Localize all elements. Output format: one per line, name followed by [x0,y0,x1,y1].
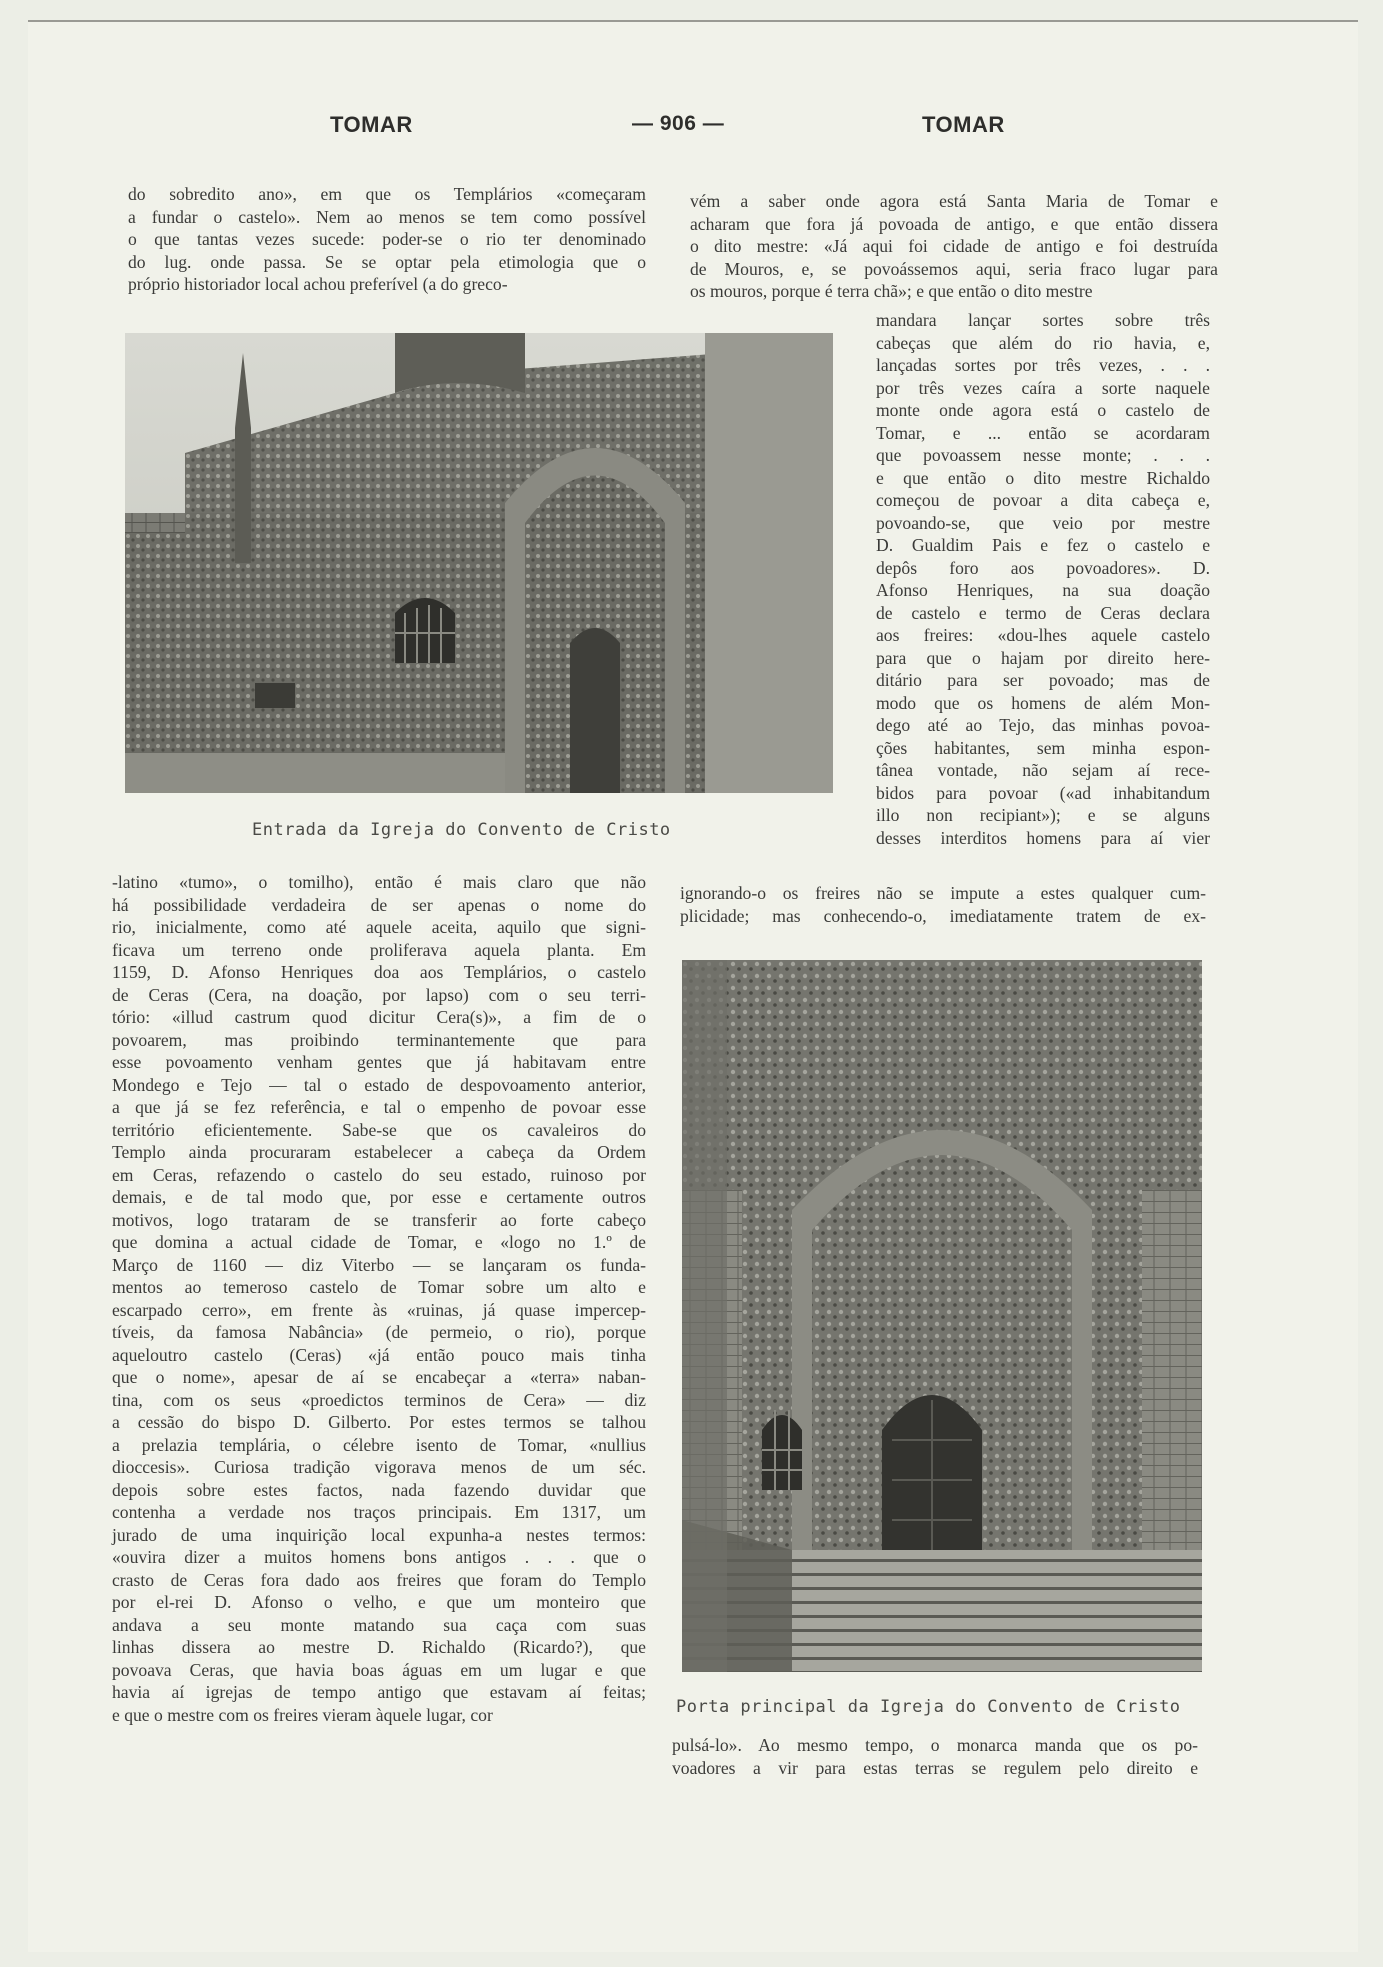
text-line: e que então o dito mestre Richaldo [876,467,1210,488]
text-line: tíveis, da famosa Nabância» (de permeio, o rio), porque [112,1322,646,1342]
text-line: ficava um terreno onde proliferava aquela planta. Em [112,939,646,960]
main-portal-photo [682,960,1202,1672]
text-line: D. Gualdim Pais e fez o castelo e [876,535,1210,555]
text-line: o dito mestre: «Já aqui foi cidade de antigo e foi destruída [690,236,1218,256]
text-line: dego até ao Tejo, das minhas povoa- [876,715,1210,735]
text-line: desses interditos homens para aí vier [876,827,1210,848]
text-line: Templo ainda procuraram estabelecer a cabeça da Ordem [112,1142,646,1162]
text-line: ignorando-o os freires não se impute a estes qualquer cum- [680,883,1206,903]
text-line: tânea vontade, não sejam aí rece- [876,760,1210,780]
left-main-paragraph [112,871,646,1726]
text-line: ções habitantes, sem minha espon- [876,737,1210,758]
text-line: pulsá-lo». Ao mesmo tempo, o monarca manda que os po- [672,1735,1198,1755]
text-line: modo que os homens de além Mon- [876,692,1210,713]
text-line: mentos ao temeroso castelo de Tomar sobre um alto e [112,1277,646,1297]
photo2-caption: Porta principal da Igreja do Convento de Cristo [676,1697,1181,1717]
text-line: linhas dissera ao mestre D. Richaldo (Ricardo?), que [112,1637,646,1657]
text-line: illo non recipiant»); e se alguns [876,805,1210,825]
right-bottom-paragraph [672,1734,1198,1779]
text-line: a fundar o castelo». Nem ao menos se tem como possível [128,206,646,227]
text-line: andava a seu monte matando sua caça com suas [112,1614,646,1635]
text-line: aqueloutro castelo (Ceras) «já então pouco mais tinha [112,1344,646,1365]
right-mid-paragraph [680,882,1206,927]
text-line: povoava Ceras, que havia boas águas em um lugar e que [112,1659,646,1680]
text-line: em Ceras, refazendo o castelo do seu estado, ruinoso por [112,1164,646,1185]
text-line: por el-rei D. Afonso o velho, e que um monteiro que [112,1592,646,1612]
text-line: que domina a actual cidade de Tomar, e «logo no 1.º de [112,1232,646,1252]
text-line: os mouros, porque é terra chã»; e que então o dito mestre [690,281,1093,301]
text-line: o que tantas vezes sucede: poder-se o rio ter denominado [128,229,646,249]
text-line: monte onde agora está o castelo de [876,400,1210,420]
text-line: do lug. onde passa. Se se optar pela etimologia que o [128,251,646,272]
text-line: demais, e de tal modo que, por esse e certamente outros [112,1187,646,1207]
text-line: dioccesis». Curiosa tradição vigorava menos de um séc. [112,1457,646,1477]
text-line: acharam que fora já povoada de antigo, e que então dissera [690,213,1218,234]
text-line: povoarem, mas proibindo terminantemente que para [112,1029,646,1050]
text-line: ditário para ser povoado; mas de [876,670,1210,690]
text-line: «ouvira dizer a muitos homens bons antigos . . . que o [112,1547,646,1567]
text-line: para que o hajam por direito here- [876,647,1210,668]
page-number: — 906 — [632,112,725,135]
church-entrance-photo [125,333,833,793]
text-line: 1159, D. Afonso Henriques doa aos Templários, o castelo [112,962,646,982]
right-narrow-paragraph [876,309,1210,849]
text-line: esse povoamento venham gentes que já habitavam entre [112,1052,646,1072]
text-line: jurado de uma inquirição local expunha-a nestes termos: [112,1524,646,1545]
text-line: -latino «tumo», o tomilho), então é mais claro que não [112,872,646,892]
text-line: depôs foro aos povoadores». D. [876,557,1210,578]
running-header-left: TOMAR [330,112,413,137]
text-line: rio, inicialmente, como até aquele aceita, aquilo que signi- [112,917,646,937]
text-line: de castelo e termo de Ceras declara [876,602,1210,623]
text-line: começou de povoar a dita cabeça e, [876,490,1210,510]
text-line: Tomar, e ... então se acordaram [876,422,1210,443]
text-line: que povoassem nesse monte; . . . [876,445,1210,465]
text-line: que o nome», apesar de aí se encabeçar a «terra» naban- [112,1367,646,1387]
text-line: voadores a vir para estas terras se regulem pelo direito e [672,1757,1198,1778]
text-line: Afonso Henriques, na sua doação [876,580,1210,600]
text-line: contenha a verdade nos traços principais. Em 1317, um [112,1502,646,1522]
text-line: a que já se fez referência, e tal o empenho de povoar esse [112,1097,646,1117]
text-line: de Ceras (Cera, na doação, por lapso) com o seu terri- [112,984,646,1005]
text-line: de Mouros, e, se povoássemos aqui, seria fraco lugar para [690,258,1218,279]
text-line: havia aí igrejas de tempo antigo que estavam aí feitas; [112,1682,646,1702]
text-line: cabeças que além do rio havia, e, [876,332,1210,353]
text-line: território eficientemente. Sabe-se que os cavaleiros do [112,1119,646,1140]
text-line: tina, com os seus «proedictos terminos de Cera» — diz [112,1389,646,1410]
text-line: do sobredito ano», em que os Templários «começaram [128,184,646,204]
text-line: povoando-se, que veio por mestre [876,512,1210,533]
text-line: vém a saber onde agora está Santa Maria de Tomar e [690,191,1218,211]
text-line: lançadas sortes por três vezes, . . . [876,355,1210,375]
right-top-paragraph [690,190,1218,303]
text-line: bidos para povoar («ad inhabitandum [876,782,1210,803]
text-line: próprio historiador local achou preferível (a do greco- [128,274,508,294]
text-line: tório: «illud castrum quod dicitur Cera(s)», a fim de o [112,1007,646,1027]
text-line: Março de 1160 — diz Viterbo — se lançaram os funda- [112,1254,646,1275]
text-line: há possibilidade verdadeira de ser apenas o nome do [112,894,646,915]
text-line: a cessão do bispo D. Gilberto. Por estes termos se talhou [112,1412,646,1432]
text-line: Mondego e Tejo — tal o estado de despovoamento anterior, [112,1074,646,1095]
text-line: a prelazia templária, o célebre isento de Tomar, «nullius [112,1434,646,1455]
photo1-caption: Entrada da Igreja do Convento de Cristo [252,820,671,840]
text-line: escarpado cerro», em frente às «ruinas, já quase impercep- [112,1299,646,1320]
text-line: e que o mestre com os freires vieram àquele lugar, cor [112,1704,493,1725]
running-header-right: TOMAR [922,112,1005,137]
text-line: aos freires: «dou-lhes aquele castelo [876,625,1210,645]
text-line: plicidade; mas conhecendo-o, imediatamente tratem de ex- [680,905,1206,926]
left-top-paragraph [128,183,646,296]
text-line: por três vezes caíra a sorte naquele [876,377,1210,398]
text-line: depois sobre estes factos, nada fazendo duvidar que [112,1479,646,1500]
text-line: motivos, logo trataram de se transferir ao forte cabeço [112,1209,646,1230]
text-line: crasto de Ceras fora dado aos freires que foram do Templo [112,1569,646,1590]
text-line: mandara lançar sortes sobre três [876,310,1210,330]
